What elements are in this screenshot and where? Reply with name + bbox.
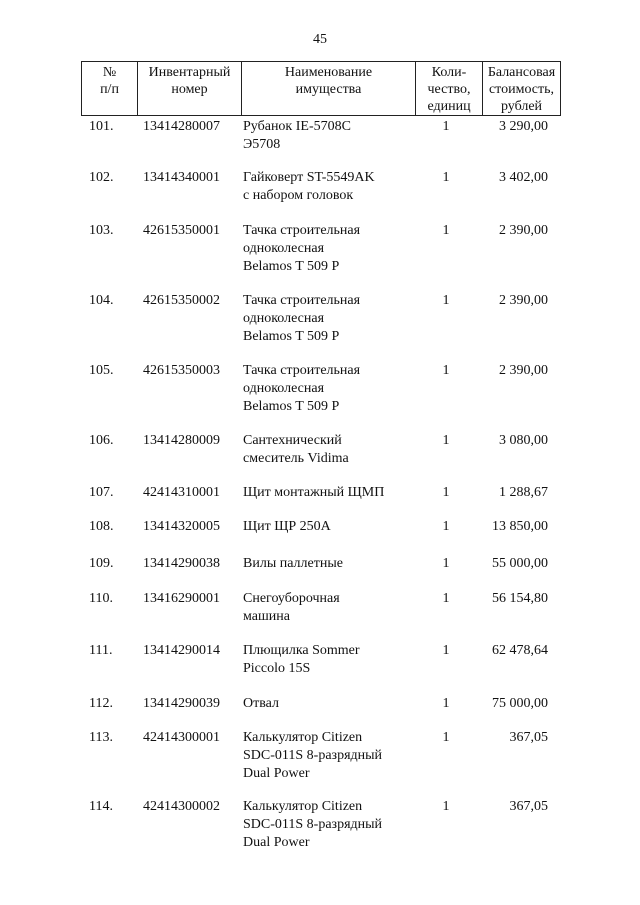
property-name-line: SDC-011S 8-разрядный (243, 817, 383, 832)
book-value: 1 288,67 (499, 485, 548, 500)
header-cost-line: рублей (500, 99, 543, 114)
property-name-line: Рубанок IE-5708C (243, 119, 351, 134)
header-cost-line: Балансовая (487, 65, 556, 80)
row-number: 113. (89, 730, 113, 745)
property-name-line: одноколесная (243, 311, 325, 326)
property-name-line: Снегоуборочная (243, 591, 340, 606)
property-name-line: Гайковерт ST-5549AK (243, 170, 375, 185)
property-name (243, 518, 418, 536)
header-inventory-line: Инвентарный (148, 65, 231, 80)
book-value: 2 390,00 (499, 293, 548, 308)
header-book-value (482, 62, 560, 115)
inventory-number: 42615350003 (143, 363, 220, 378)
book-value: 367,05 (509, 799, 548, 814)
property-name-line: Щит монтажный ЩМП (243, 485, 385, 500)
header-number (82, 62, 137, 115)
header-inventory-number (137, 62, 241, 115)
book-value: 56 154,80 (492, 591, 548, 606)
property-name (243, 118, 418, 154)
property-name-line: Dual Power (243, 835, 310, 850)
property-name-line: одноколесная (243, 241, 325, 256)
inventory-number: 13416290001 (143, 591, 220, 606)
property-name-line: Калькулятор Citizen (243, 730, 363, 745)
property-name (243, 222, 418, 276)
header-number-line: п/п (100, 82, 119, 97)
row-number: 107. (89, 485, 114, 500)
quantity: 1 (442, 799, 450, 814)
quantity: 1 (442, 293, 450, 308)
property-name (243, 798, 418, 852)
row-number: 104. (89, 293, 114, 308)
table-header (81, 61, 561, 116)
property-name-line: Belamos T 509 P (243, 259, 340, 274)
inventory-number: 13414320005 (143, 519, 220, 534)
property-name (243, 555, 418, 573)
property-name-line: Тачка строительная (243, 363, 361, 378)
property-name-line: смеситель Vidima (243, 451, 349, 466)
row-number: 110. (89, 591, 113, 606)
header-inventory-line: номер (171, 82, 208, 97)
property-name (243, 590, 418, 626)
quantity: 1 (442, 223, 450, 238)
quantity: 1 (442, 730, 450, 745)
row-number: 108. (89, 519, 114, 534)
header-number-line: № (102, 65, 117, 80)
property-name-line: Piccolo 15S (243, 661, 311, 676)
quantity: 1 (442, 485, 450, 500)
quantity: 1 (442, 363, 450, 378)
row-number: 112. (89, 696, 113, 711)
inventory-number: 13414290038 (143, 556, 220, 571)
inventory-number: 42615350001 (143, 223, 220, 238)
header-quantity-line: единиц (427, 99, 471, 114)
property-name (243, 484, 418, 502)
quantity: 1 (442, 591, 450, 606)
row-number: 114. (89, 799, 113, 814)
inventory-number: 13414340001 (143, 170, 220, 185)
property-name-line: Dual Power (243, 766, 310, 781)
book-value: 2 390,00 (499, 223, 548, 238)
inventory-number: 42414300001 (143, 730, 220, 745)
property-name (243, 362, 418, 416)
header-name-line: Наименование (284, 65, 373, 80)
header-cost-line: стоимость, (488, 82, 555, 97)
property-name-line: Тачка строительная (243, 223, 361, 238)
property-name-line: одноколесная (243, 381, 325, 396)
header-quantity (415, 62, 482, 115)
inventory-number: 42615350002 (143, 293, 220, 308)
property-name-line: Belamos T 509 P (243, 399, 340, 414)
property-name-line: Э5708 (243, 137, 281, 152)
property-name-line: Калькулятор Citizen (243, 799, 363, 814)
book-value: 62 478,64 (492, 643, 548, 658)
header-name-line: имущества (295, 82, 362, 97)
property-name-line: Плющилка Sommer (243, 643, 360, 658)
quantity: 1 (442, 119, 450, 134)
row-number: 103. (89, 223, 114, 238)
inventory-number: 13414280009 (143, 433, 220, 448)
row-number: 102. (89, 170, 114, 185)
property-name-line: Щит ЩР 250А (243, 519, 331, 534)
property-name (243, 695, 418, 713)
row-number: 101. (89, 119, 114, 134)
quantity: 1 (442, 643, 450, 658)
row-number: 109. (89, 556, 114, 571)
property-name-line: с набором головок (243, 188, 354, 203)
property-name-line: Сантехнический (243, 433, 342, 448)
inventory-number: 13414280007 (143, 119, 220, 134)
quantity: 1 (442, 556, 450, 571)
book-value: 55 000,00 (492, 556, 548, 571)
property-name (243, 432, 418, 468)
inventory-number: 13414290014 (143, 643, 220, 658)
property-name (243, 642, 418, 678)
property-name (243, 292, 418, 346)
quantity: 1 (442, 170, 450, 185)
property-name (243, 729, 418, 783)
quantity: 1 (442, 519, 450, 534)
book-value: 3 290,00 (499, 119, 548, 134)
book-value: 75 000,00 (492, 696, 548, 711)
property-name-line: машина (243, 609, 290, 624)
property-name-line: SDC-011S 8-разрядный (243, 748, 383, 763)
quantity: 1 (442, 433, 450, 448)
row-number: 105. (89, 363, 114, 378)
page-number: 45 (313, 32, 327, 47)
row-number: 106. (89, 433, 114, 448)
property-name-line: Отвал (243, 696, 279, 711)
header-quantity-line: Коли- (431, 65, 467, 80)
book-value: 13 850,00 (492, 519, 548, 534)
row-number: 111. (89, 643, 113, 658)
header-quantity-line: чество, (427, 82, 471, 97)
quantity: 1 (442, 696, 450, 711)
property-name-line: Тачка строительная (243, 293, 361, 308)
property-name (243, 169, 418, 205)
property-name-line: Belamos T 509 P (243, 329, 340, 344)
property-name-line: Вилы паллетные (243, 556, 343, 571)
inventory-number: 42414300002 (143, 799, 220, 814)
book-value: 367,05 (509, 730, 548, 745)
book-value: 3 080,00 (499, 433, 548, 448)
inventory-number: 42414310001 (143, 485, 220, 500)
inventory-number: 13414290039 (143, 696, 220, 711)
book-value: 2 390,00 (499, 363, 548, 378)
header-property-name (241, 62, 415, 115)
book-value: 3 402,00 (499, 170, 548, 185)
